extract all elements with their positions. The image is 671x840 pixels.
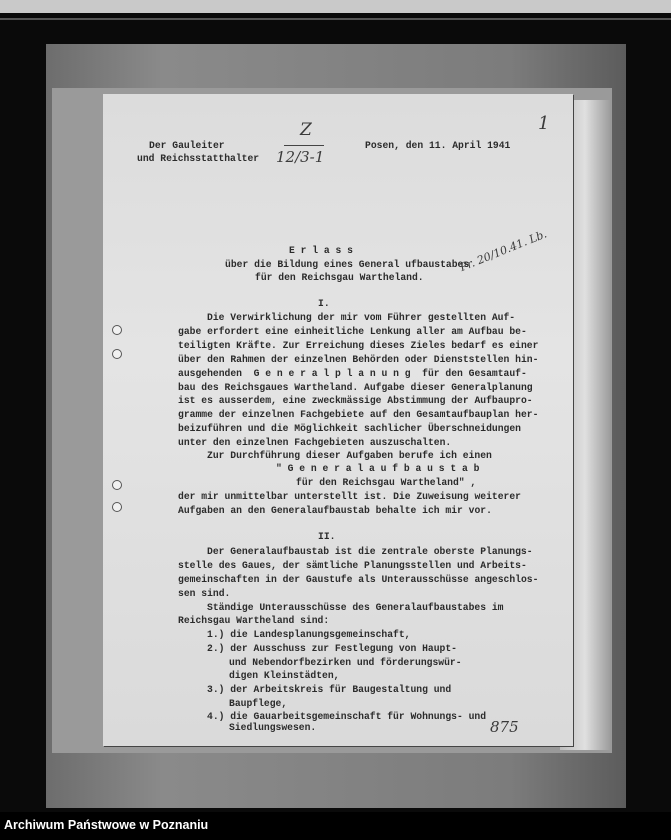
title-heading: E r l a s s xyxy=(289,245,353,256)
punch-hole xyxy=(112,502,122,512)
text-line: stelle des Gaues, der sämtliche Planungsstellen und Arbeits- xyxy=(178,560,527,571)
list-item: 3.) der Arbeitskreis für Baugestaltung und xyxy=(207,684,452,695)
text-line: beizuführen und die Möglichkeit sachlicher Überschneidungen xyxy=(178,423,521,434)
text-line: sen sind. xyxy=(178,588,231,599)
text-line: Der Generalaufbaustab ist die zentrale oberste Planungs- xyxy=(207,546,533,557)
text-line: für den Reichsgau Wartheland" , xyxy=(296,477,477,488)
text-line: Siedlungswesen. xyxy=(229,722,317,733)
section-numeral: I. xyxy=(318,298,330,309)
text-line: ausgehenden G e n e r a l p l a n u n g für den Gesamtauf- xyxy=(178,368,527,379)
handwritten-annotation: Pr. 20/10.41. Lb. xyxy=(458,227,549,275)
reference-bottom: 12/3-1 xyxy=(276,148,325,166)
page-number-mark: 1 xyxy=(538,113,550,134)
text-line: Die Verwirklichung der mir vom Führer gestellten Auf- xyxy=(207,312,516,323)
archive-name: Archiwum Państwowe w Poznaniu xyxy=(4,818,209,832)
text-line: teiligten Kräfte. Zur Erreichung dieses Zieles bedarf es einer xyxy=(178,340,539,351)
divider xyxy=(0,18,671,20)
punch-hole xyxy=(112,349,122,359)
sender-line-2: und Reichsstatthalter xyxy=(137,153,260,164)
text-line: gabe erfordert eine einheitliche Lenkung aller am Aufbau be- xyxy=(178,326,527,337)
place-date: Posen, den 11. April 1941 xyxy=(365,140,511,151)
text-line: unter den einzelnen Fachgebieten auszuschalten. xyxy=(178,437,452,448)
text-line: Ständige Unterausschüsse des Generalaufbaustabes im xyxy=(207,602,504,613)
folio-number: 875 xyxy=(490,718,519,736)
text-line: und Nebendorfbezirken und förderungswür- xyxy=(229,657,462,668)
archive-footer xyxy=(0,812,671,840)
text-line: gemeinschaften in der Gaustufe als Unterausschüsse angeschlos- xyxy=(178,574,539,585)
punch-hole xyxy=(112,325,122,335)
list-item: 4.) die Gauarbeitsgemeinschaft für Wohnungs- und xyxy=(207,711,487,722)
text-line: Zur Durchführung dieser Aufgaben berufe ich einen xyxy=(207,450,492,461)
top-border xyxy=(0,0,671,13)
list-item: 1.) die Landesplanungsgemeinschaft, xyxy=(207,629,411,640)
text-line: gramme der einzelnen Fachgebiete auf den Gesamtaufbauplan her- xyxy=(178,409,539,420)
text-line: Aufgaben an den Generalaufbaustab behalte ich mir vor. xyxy=(178,505,492,516)
section-numeral: II. xyxy=(318,531,336,542)
text-line: der mir unmittelbar unterstellt ist. Die Zuweisung weiterer xyxy=(178,491,521,502)
text-line: ist es ausserdem, eine zweckmässige Abstimmung der Aufbaupro- xyxy=(178,395,533,406)
text-line: digen Kleinstädten, xyxy=(229,670,340,681)
text-line: bau des Reichsgaues Wartheland. Aufgabe dieser Generalplanung xyxy=(178,382,533,393)
text-line: Reichsgau Wartheland sind: xyxy=(178,615,330,626)
text-line: " G e n e r a l a u f b a u s t a b xyxy=(276,463,480,474)
title-line-2: für den Reichsgau Wartheland. xyxy=(255,272,424,283)
sender-line-1: Der Gauleiter xyxy=(149,140,225,151)
text-line: über den Rahmen der einzelnen Behörden oder Dienststellen hin- xyxy=(178,354,539,365)
punch-hole xyxy=(112,480,122,490)
text-line: Baupflege, xyxy=(229,698,288,709)
list-item: 2.) der Ausschuss zur Festlegung von Haupt- xyxy=(207,643,457,654)
title-line-1: über die Bildung eines General ufbaustabes xyxy=(225,259,470,270)
reference-top: Z xyxy=(300,120,312,140)
reference-rule xyxy=(284,145,324,146)
